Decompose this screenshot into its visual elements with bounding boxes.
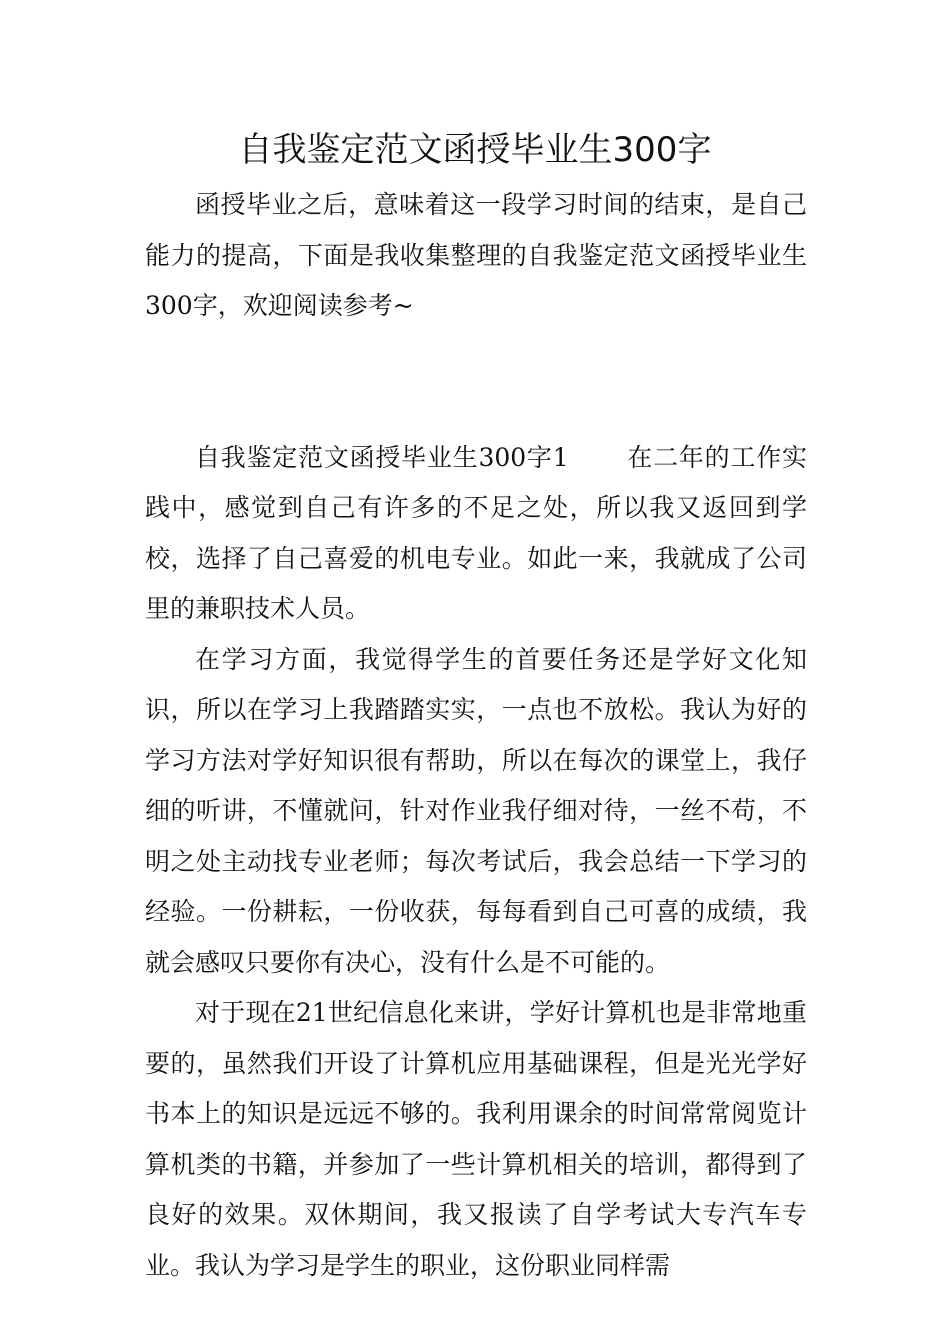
section-first-text: 在二年的工作实践中，感觉到自己有许多的不足之处，所以我又返回到学校，选择了自己喜爱的机电专业。如此一来，我就成了公司里的兼职技术人员。 [145, 442, 807, 623]
document-body [145, 180, 807, 1291]
intro-paragraph: 函授毕业之后，意味着这一段学习时间的结束，是自己能力的提高，下面是我收集整理的自我鉴定范文函授毕业生300字，欢迎阅读参考~ [145, 190, 807, 320]
paragraph-gap [145, 332, 807, 433]
section-paragraph [145, 433, 807, 635]
section-heading: 自我鉴定范文函授毕业生300字1 [195, 442, 569, 472]
study-paragraph: 在学习方面，我觉得学生的首要任务还是学好文化知识，所以在学习上我踏踏实实，一点也不放松。我认为好的学习方法对学好知识很有帮助，所以在每次的课堂上，我仔细的听讲，不懂就问，针对作业我仔细对待，一丝不苟，不明之处主动找专业老师；每次考试后，我会总结一下学习的经验。一份耕耘，一份收获，每每看到自己可喜的成绩，我就会感叹只要你有决心，没有什么是不可能的。 [145, 644, 807, 977]
computer-paragraph: 对于现在21世纪信息化来讲，学好计算机也是非常地重要的，虽然我们开设了计算机应用基础课程，但是光光学好书本上的知识是远远不够的。我利用课余的时间常常阅览计算机类的书籍，并参加了一些计算机相关的培训，都得到了良好的效果。双休期间，我又报读了自学考试大专汽车专业。我认为学习是学生的职业，这份职业同样需 [145, 998, 807, 1280]
document-title: 自我鉴定范文函授毕业生300字 [238, 130, 712, 170]
